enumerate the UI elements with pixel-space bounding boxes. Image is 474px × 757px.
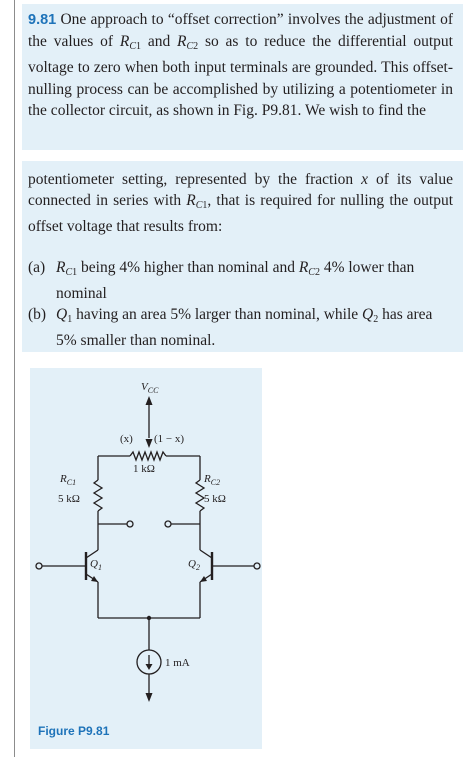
current-source-arrow — [146, 664, 153, 670]
item-a-text: $R_{C1}$ being 4% higher than nominal and $R_{C2}$ 4% lower than nominal — [56, 259, 415, 303]
problem-continuation: potentiometer setting, represented by the fraction x of its value connected in series with $R_{C1}$, that is required for nulling the output offset voltage that results from: — [28, 171, 454, 236]
q1-label: $Q_1$ — [90, 558, 102, 572]
pot-right-label: (1 − x) — [154, 433, 185, 445]
item-b-label: (b) — [28, 306, 47, 323]
q2-label: $Q_2$ — [188, 558, 200, 572]
vcc-label: $V_{CC}$ — [141, 381, 159, 395]
q1-input-terminal — [36, 563, 42, 569]
item-b-text: $Q_1$ having an area 5% larger than nominal, while $Q_2$ has area 5% smaller than nominal. — [56, 306, 433, 350]
q1-collector — [86, 550, 98, 558]
rc1-resistor — [94, 480, 102, 511]
item-a-label: (a) — [28, 259, 46, 276]
output-right-terminal — [165, 521, 171, 527]
figure-caption: Figure P9.81 — [38, 724, 110, 738]
pot-value-label: 1 kΩ — [133, 463, 155, 475]
pot-left-label: (x) — [120, 433, 133, 445]
q2-emitter-arrow — [200, 576, 207, 582]
rc2-label: $R_{C2}$ — [204, 473, 221, 487]
q2-input-terminal — [254, 563, 260, 569]
problem-statement-box — [22, 4, 463, 150]
rc2-resistor — [196, 480, 204, 511]
current-value-label: 1 mA — [165, 657, 190, 669]
output-left-terminal — [127, 521, 133, 527]
q2-collector — [200, 550, 212, 558]
vcc-arrow — [146, 396, 153, 405]
problem-continuation-box — [22, 161, 463, 352]
figure-box — [30, 368, 262, 749]
q1-emitter-arrow — [91, 576, 98, 582]
emitter-junction-dot — [147, 616, 151, 620]
rc1-label: $R_{C1}$ — [60, 473, 77, 487]
rc2-value: 5 kΩ — [204, 493, 226, 505]
potentiometer — [130, 452, 166, 460]
wiper-arrow — [146, 439, 153, 448]
problem-intro: 9.81 One approach to “offset correction” involves the adjustment of the values of $R_{C1}$ and $R_{C2}$ so as to reduce the differential output voltage to zero when both input terminals are grounded. This offset-nulling process can be accomplished by utilizing a potentiometer in the collector circuit, as shown in Fig. P9.81. We wish to find the — [28, 11, 453, 119]
circuit-diagram — [30, 368, 262, 749]
list-item-b — [28, 304, 453, 351]
rc1-value: 5 kΩ — [58, 493, 80, 505]
vee-arrow — [146, 693, 153, 702]
problem-number: 9.81 — [28, 12, 57, 28]
list-item-a — [28, 257, 453, 304]
